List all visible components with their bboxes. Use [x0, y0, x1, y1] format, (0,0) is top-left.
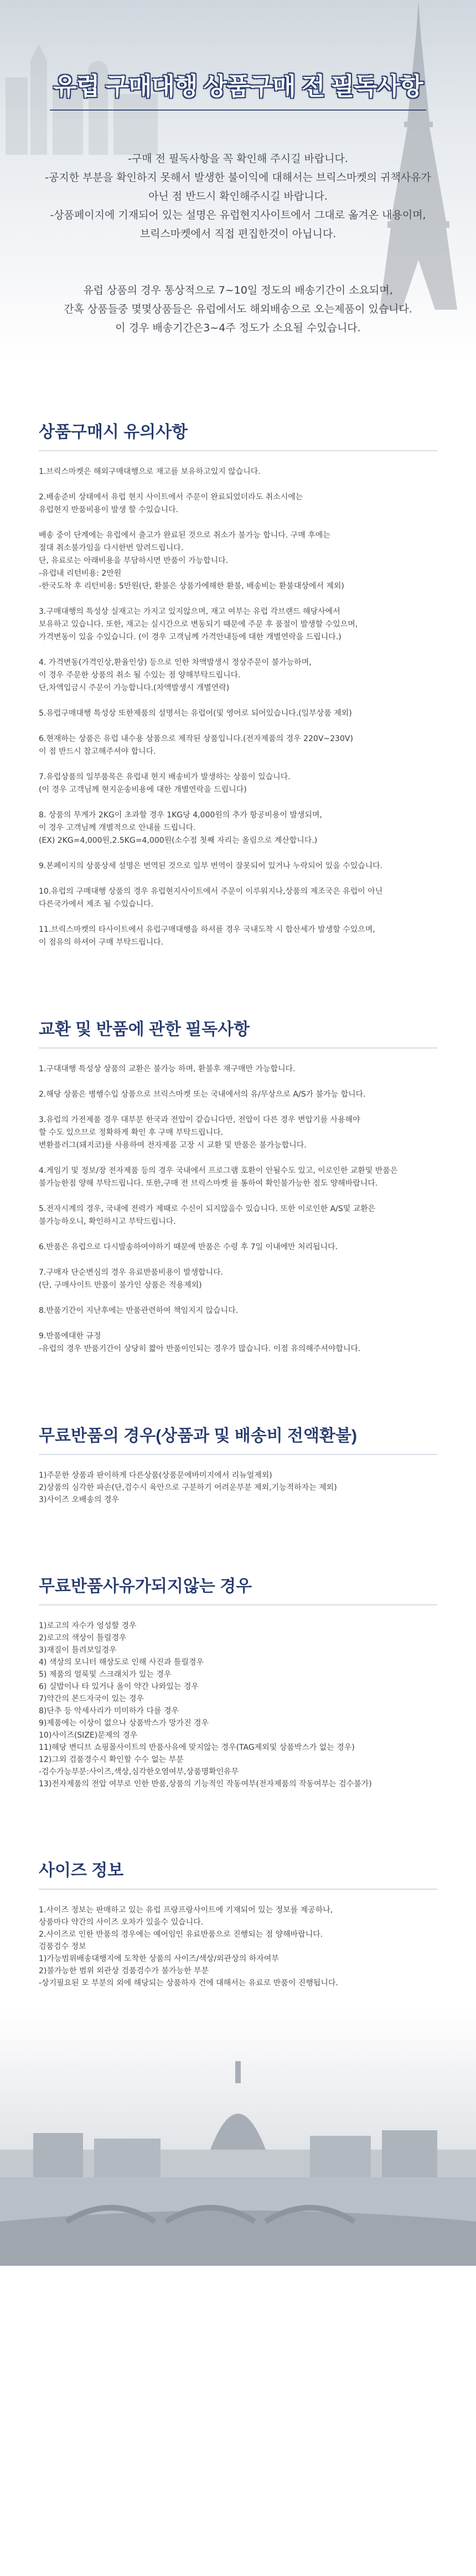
- list-item: 4) 색상의 모니터 해상도로 인해 사진과 틀릴경우: [39, 1658, 204, 1667]
- hero-intro-line: -상품페이지에 기재되어 있는 설명은 유럽현지사이트에서 그대로 옮겨온 내용이며,: [50, 209, 426, 221]
- section-no-free-return: [0, 1572, 476, 1790]
- note-item-line: 9.반품에대한 규정: [39, 1332, 101, 1341]
- note-item-line: 불가능한점 양해 부탁드립니다. 또한,구매 전 브릭스마켓 를 통하여 확인불가능한 점도 양해바랍니다.: [39, 1179, 378, 1188]
- note-item: [39, 1241, 437, 1254]
- free-return-list: [39, 1469, 437, 1506]
- note-item: [39, 466, 437, 478]
- note-item-line: 이 경우 주문한 상품의 취소 될 수있는 점 양해부탁드립니다.: [39, 671, 241, 680]
- note-item-line: 1.브릭스마켓은 해외구매대행으로 재고를 보유하고있지 않습니다.: [39, 467, 261, 476]
- list-item: 상품마다 약간의 사이즈 오차가 있을수 있습니다.: [39, 1918, 204, 1927]
- note-item: [39, 1266, 437, 1292]
- section-heading: 무료반품사유가되지않는 경우: [39, 1572, 437, 1605]
- list-item: 1.사이즈 정보는 판매하고 있는 유럽 프랑프랑사이트에 기재되어 있는 정보를 제공하나,: [39, 1906, 333, 1915]
- note-item: [39, 606, 437, 644]
- note-item-line: 다른국가에서 제조 될 수있습니다.: [39, 900, 154, 909]
- note-item-line: 3.구매대행의 특성상 실재고는 가지고 있지않으며, 재고 여부는 유럽 각브랜드 해당사에서: [39, 607, 340, 616]
- list-item: 검품검수 정보: [39, 1942, 86, 1951]
- list-item: 3)재질이 틀려보일경우: [39, 1646, 117, 1655]
- hero-intro: [33, 149, 443, 243]
- list-item: 11)해당 변디브 쇼핑몰사이트의 반품사유에 맞지않는 경우(TAG제외및 상품박스가 없는 경우): [39, 1743, 355, 1752]
- note-item-line: 할 수도 있으므로 정확하게 확인 후 구매 부탁드립니다.: [39, 1128, 224, 1137]
- note-item: [39, 771, 437, 796]
- note-item-line: (단, 구매사이트 반품이 불가인 상품은 적용제외): [39, 1281, 202, 1290]
- section-free-return: [0, 1422, 476, 1506]
- note-item-line: 2.배송준비 상태에서 유럽 현지 사이트에서 주문이 완료되었더라도 취소시에는: [39, 493, 303, 502]
- note-item-line: 7.유럽상품의 일부품목은 유럽내 현지 배송비가 발생하는 상품이 있습니다.: [39, 773, 291, 781]
- hero-shipping-line: 간혹 상품들중 몇몇상품들은 유럽에서도 해외배송으로 오는제품이 있습니다.: [64, 303, 412, 315]
- note-item: [39, 1088, 437, 1101]
- hero-intro-line: 브릭스마켓에서 직접 편집한것이 아닙니다.: [139, 228, 337, 240]
- note-item-line: 이 점유의 하셔어 구매 부탁드립니다.: [39, 938, 164, 947]
- note-item-line: 단,차액입금시 주문이 가능합니다.(차액발생시 개별연락): [39, 684, 230, 692]
- note-item-line: 가격변동이 있을 수있습니다. (이 경우 고객님께 가격안내등에 대한 개별연락을 드립니다.): [39, 633, 342, 642]
- note-item: [39, 860, 437, 873]
- list-item: 9)제품에는 이상이 없으나 상품박스가 망가진 경우: [39, 1719, 209, 1728]
- list-item: -검수가능부분:사이즈,색상,심각한오염여부,상품명확인유무: [39, 1767, 239, 1776]
- note-item-line: 9.본페이지의 상품상세 설명은 번역된 것으로 일부 번역이 잘못되어 있거나 누락되어 있을 수있습니다.: [39, 862, 383, 870]
- note-item: [39, 1305, 437, 1317]
- notes-list: [39, 466, 437, 949]
- section-purchase-notes: [0, 418, 476, 949]
- note-item: [39, 733, 437, 758]
- list-item: 1)가능범위배송대행지에 도착한 상품의 사이즈/색상/외관상의 하자여부: [39, 1954, 279, 1963]
- hero-intro-line: -공지한 부분을 확인하지 못해서 발생한 불이익에 대해서는 브릭스마켓의 귀책사유가: [45, 171, 431, 184]
- title-divider: [50, 109, 426, 111]
- list-item: 2)로고의 색상이 틀릴경우: [39, 1634, 127, 1642]
- footer-cityscape-image: [0, 2011, 476, 2266]
- note-item-line: (EX) 2KG=4,000원,2.5KG=4,000원(소수점 첫째 자리는 올림으로 계산합니다.): [39, 836, 318, 845]
- vatican-skyline-illustration: [0, 2011, 476, 2266]
- section-heading: 상품구매시 유의사항: [39, 418, 437, 451]
- no-free-return-list: [39, 1620, 437, 1790]
- section-heading: 교환 및 반품에 관한 필독사항: [39, 1015, 437, 1049]
- list-item: 13)전자제품의 전압 여부로 인한 반품,상품의 기능적인 작동여부(전자제품의 작동여부는 검수불가): [39, 1780, 372, 1788]
- hero-intro-line: -구매 전 필독사항을 꼭 확인해 주시길 바랍니다.: [128, 153, 348, 165]
- list-item: 3)사이즈 오배송의 경우: [39, 1495, 119, 1504]
- note-item-line: 이 경우 고객님께 개별적으로 안내를 드립니다.: [39, 823, 196, 832]
- note-item-line: 8. 상품의 무게가 2KG이 초과할 경우 1KG당 4,000원의 추가 항공비용이 발생되며,: [39, 811, 322, 820]
- note-item: [39, 707, 437, 720]
- note-item-line: 11.브릭스마켓의 타사이트에서 유럽구매대행을 하셔를 경우 국내도착 시 합산세가 발생할 수있으며,: [39, 925, 375, 934]
- note-item-line: 7.구매자 단순변심의 경우 유료반품비용이 발생합니다.: [39, 1268, 224, 1277]
- list-item: -상기필요된 모 부분의 외에 해당되는 상품하자 건에 대해서는 유료로 반품이 진행됩니다.: [39, 1979, 338, 1988]
- list-item: 8)단추 등 악세사리가 미미하가 다를 경우: [39, 1707, 179, 1715]
- note-item-line: 2.해당 상품은 병행수입 상품으로 브릭스마켓 또는 국내에서의 유/무상으로 A/S가 불가능 합니다.: [39, 1090, 366, 1099]
- note-item-line: 절대 취소불가임을 다시한번 알려드립니다.: [39, 544, 184, 552]
- note-item: [39, 809, 437, 847]
- note-item-line: 유럽현지 반품비용이 발생 할 수있습니다.: [39, 505, 179, 514]
- note-item-line: 단, 유료로는 아래비용을 부담하시면 반품이 가능합니다.: [39, 556, 229, 565]
- section-size-info: [0, 1857, 476, 1989]
- list-item: 10)사이즈(SIZE)문제의 경우: [39, 1731, 138, 1740]
- hero-shipping-line: 이 경우 배송기간은3~4주 정도가 소요될 수있습니다.: [115, 322, 361, 334]
- list-item: 2.사이즈로 인한 반품의 경우에는 예어임인 유료반품으로 진행되는 점 양해바랍니다.: [39, 1930, 323, 1939]
- list-item: 12)그외 검품경수시 확인할 수수 없는 부분: [39, 1755, 184, 1764]
- section-exchange-return: [0, 1015, 476, 1355]
- note-item-line: 10.유럽의 구매대행 상품의 경우 유럽현지사이트에서 주문이 이루워지나,상품의 제조국은 유럽이 아닌: [39, 887, 383, 896]
- list-item: 6) 실밥이나 타 있거나 올이 약간 나와있는 경우: [39, 1682, 199, 1691]
- note-item-line: (이 경우 고객님께 현지운송비용에 대한 개별연락을 드립니다): [39, 785, 247, 794]
- note-item-line: 4. 가격변동(가격인상,환율인상) 등으로 인한 차액발생시 정상주문이 불가능하며,: [39, 658, 312, 667]
- list-item: 1)주문한 상품과 판이하게 다른상품(상품문에바미지에서 리뉴얼제외): [39, 1471, 272, 1480]
- hero-intro-line: 아닌 점 반드시 확인해주시길 바랍니다.: [148, 190, 328, 202]
- list-item: 2)상품의 심각한 파손(단,검수시 육안으로 구분하기 어려운부분 제외,기능적하자는 제외): [39, 1483, 337, 1492]
- note-item-line: 보유하고 있습니다. 또한, 재고는 실시간으로 변동되기 때문에 주문 후 품절이 발생할 수있으며,: [39, 620, 358, 629]
- note-item-line: 불가능하오니, 확인하시고 부탁드립니다.: [39, 1217, 176, 1226]
- note-item: [39, 924, 437, 949]
- note-item-line: 4.게임기 및 정보/장 전자제품 등의 경우 국내에서 프로그램 호환이 안될수도 있고, 이로인한 교환및 반품은: [39, 1166, 398, 1175]
- list-item: 2)불가능한 범위 외관상 검품검수가 불가능한 부분: [39, 1967, 209, 1975]
- list-item: 7)약간의 본드자국이 있는 경우: [39, 1694, 144, 1703]
- notes-list: [39, 1063, 437, 1355]
- size-info-list: [39, 1904, 437, 1989]
- list-item: 5) 제품의 얼룩및 스크래치가 있는 경우: [39, 1670, 172, 1679]
- note-item-line: 5.유럽구매대행 특성상 또한제품의 설명서는 유럽어(및 영어로 되어있습니다.(일부상품 제외): [39, 709, 352, 718]
- note-item: [39, 1114, 437, 1152]
- note-item: [39, 529, 437, 593]
- note-item-line: 배송 중이 단계에는 유럽에서 출고가 완료된 것으로 취소가 불가능 합니다. 구매 후에는: [39, 531, 330, 540]
- note-item: [39, 1203, 437, 1228]
- note-item-line: -유럽내 리턴비용: 2만원: [39, 569, 122, 578]
- note-item-line: 1.구대대행 특성상 상품의 교환은 불가능 하며, 환불후 재구매만 가능합니다.: [39, 1065, 296, 1073]
- hero-shipping-line: 유럽 상품의 경우 통상적으로 7~10일 정도의 배송기간이 소요되며,: [83, 284, 393, 296]
- note-item: [39, 1165, 437, 1190]
- note-item-line: 이 점 반드시 참고해주셔야 합니다.: [39, 747, 156, 756]
- note-item-line: 3.유럽의 가전제품 경우 대부분 한국과 전압이 같습니다만, 전압이 다른 경우 변압기를 사용해야: [39, 1115, 360, 1124]
- page-title: 유럽 구매대행 상품구매 전 필독사항: [53, 73, 423, 100]
- note-item: [39, 656, 437, 695]
- section-heading: 무료반품의 경우(상품과 및 배송비 전액환불): [39, 1422, 437, 1455]
- note-item-line: -한국도착 후 리턴비용: 5만원(단, 환불은 상품가에해한 환불, 배송비는 환불대상에서 제외): [39, 582, 344, 591]
- note-item-line: 6.현재하는 상품은 유럽 내수용 상품으로 제작된 상품입니다.(전자제품의 경우 220V~230V): [39, 734, 353, 743]
- list-item: 1)로고의 자수가 엉성할 경우: [39, 1621, 137, 1630]
- note-item: [39, 1063, 437, 1076]
- note-item-line: 5.전자시계의 경우, 국내에 전력가 제때로 수신이 되지않을수 있습니다. 또한 이로인한 A/S및 교환은: [39, 1204, 376, 1213]
- note-item-line: 변환플러그(돼지코)를 사용하여 전자제품 고장 시 교환 및 반품은 불가능합니다.: [39, 1141, 307, 1150]
- hero-shipping-note: [33, 281, 443, 337]
- hero-banner: [0, 0, 476, 365]
- note-item-line: 6.반품은 유럽으로 다시발송하여야하기 때문에 반품은 수령 후 7일 이내에만 처리됩니다.: [39, 1243, 338, 1252]
- note-item-line: 8.반품기간이 지난후에는 반품관련하여 책임지지 않습니다.: [39, 1306, 239, 1315]
- note-item: [39, 1330, 437, 1355]
- note-item: [39, 885, 437, 911]
- note-item-line: -유럽의 경우 반품기간이 상당히 짧아 반품이인되는 경우가 많습니다. 이점 유의해주셔야합니다.: [39, 1344, 361, 1353]
- section-heading: 사이즈 정보: [39, 1857, 437, 1890]
- note-item: [39, 491, 437, 517]
